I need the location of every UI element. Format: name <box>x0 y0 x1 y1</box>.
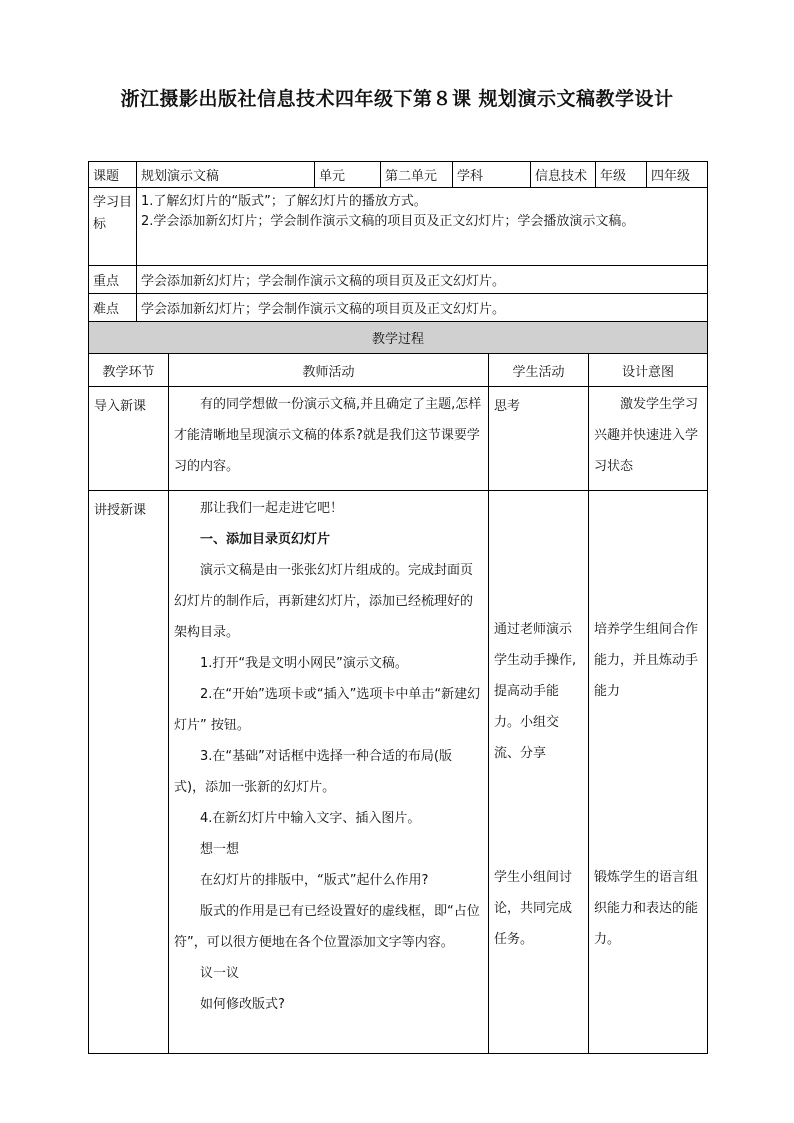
grade-value: 四年级 <box>647 162 708 188</box>
goals-label: 学习目标 <box>89 188 137 266</box>
teacher-step: 4.在新幻灯片中输入文字、插入图片。 <box>200 811 421 826</box>
goal-item: 2.学会添加新幻灯片；学会制作演示文稿的项目页及正文幻灯片；学会播放演示文稿。 <box>141 214 635 229</box>
discuss-question: 如何修改版式? <box>200 997 285 1012</box>
unit-value: 第二单元 <box>381 162 453 188</box>
student-activity: 学生小组间讨论，共同完成任务。 <box>494 870 573 947</box>
teaching-process-table <box>88 321 708 1054</box>
key-value: 学会添加新幻灯片；学会制作演示文稿的项目页及正文幻灯片。 <box>137 266 708 294</box>
lesson-info-table <box>88 161 708 322</box>
table-row <box>89 491 708 1054</box>
intro-intent-cell <box>589 387 708 491</box>
design-intent: 锻炼学生的语言组织能力和表达的能力。 <box>594 870 699 947</box>
subject-label: 学科 <box>453 162 531 188</box>
header-stage: 教学环节 <box>89 354 169 387</box>
teacher-step: 3.在“基础”对话框中选择一种合适的布局(版式)，添加一张新的幻灯片。 <box>174 749 452 795</box>
intro-stage: 导入新课 <box>89 387 169 491</box>
lecture-intent-cell <box>589 491 708 1054</box>
table-row <box>89 387 708 491</box>
teacher-step: 2.在“开始”选项卡或“插入”选项卡中单击“新建幻灯片” 按钮。 <box>174 687 481 733</box>
lecture-student-cell <box>489 491 589 1054</box>
teacher-line: 演示文稿是由一张张幻灯片组成的。完成封面页幻灯片的制作后，再新建幻灯片，添加已经梳理好的架构目录。 <box>174 563 474 640</box>
header-intent: 设计意图 <box>589 354 708 387</box>
intro-teacher-cell <box>169 387 489 491</box>
goal-item: 1.了解幻灯片的“版式”；了解幻灯片的播放方式。 <box>141 194 427 209</box>
teacher-step: 1.打开“我是文明小网民”演示文稿。 <box>200 656 408 671</box>
lecture-stage: 讲授新课 <box>89 491 169 1054</box>
key-label: 重点 <box>89 266 137 294</box>
grade-label: 年级 <box>596 162 647 188</box>
intro-intent: 激发学生学习兴趣并快速进入学习状态 <box>594 397 699 474</box>
lecture-teacher-cell <box>169 491 489 1054</box>
unit-label: 单元 <box>315 162 381 188</box>
think-label: 想一想 <box>200 842 240 857</box>
goals-cell <box>137 188 708 266</box>
teacher-line: 那让我们一起走进它吧！ <box>200 501 344 516</box>
difficulty-label: 难点 <box>89 294 137 322</box>
section-heading: 一、添加目录页幻灯片 <box>200 532 331 547</box>
student-activity: 通过老师演示学生动手操作,提高动手能力。小组交流、分享 <box>494 622 577 761</box>
design-intent: 培养学生组间合作能力，并且炼动手能力 <box>594 622 699 699</box>
think-answer: 版式的作用是已有已经设置好的虚线框，即“占位符”，可以很方便地在各个位置添加文字等内容。 <box>174 904 480 950</box>
difficulty-value: 学会添加新幻灯片；学会制作演示文稿的项目页及正文幻灯片。 <box>137 294 708 322</box>
header-student: 学生活动 <box>489 354 589 387</box>
think-question: 在幻灯片的排版中，“版式”起什么作用? <box>200 873 429 888</box>
header-teacher: 教师活动 <box>169 354 489 387</box>
intro-student: 思考 <box>489 387 589 491</box>
process-band: 教学过程 <box>89 322 708 354</box>
subject-value: 信息技术 <box>531 162 596 188</box>
topic-value: 规划演示文稿 <box>137 162 315 188</box>
topic-label: 课题 <box>89 162 137 188</box>
intro-teacher: 有的同学想做一份演示文稿,并且确定了主题,怎样才能清晰地呈现演示文稿的体系?就是我们这节课要学习的内容。 <box>174 397 482 474</box>
document-title: 浙江摄影出版社信息技术四年级下第８课 规划演示文稿教学设计 <box>120 88 674 110</box>
discuss-label: 议一议 <box>200 966 240 981</box>
